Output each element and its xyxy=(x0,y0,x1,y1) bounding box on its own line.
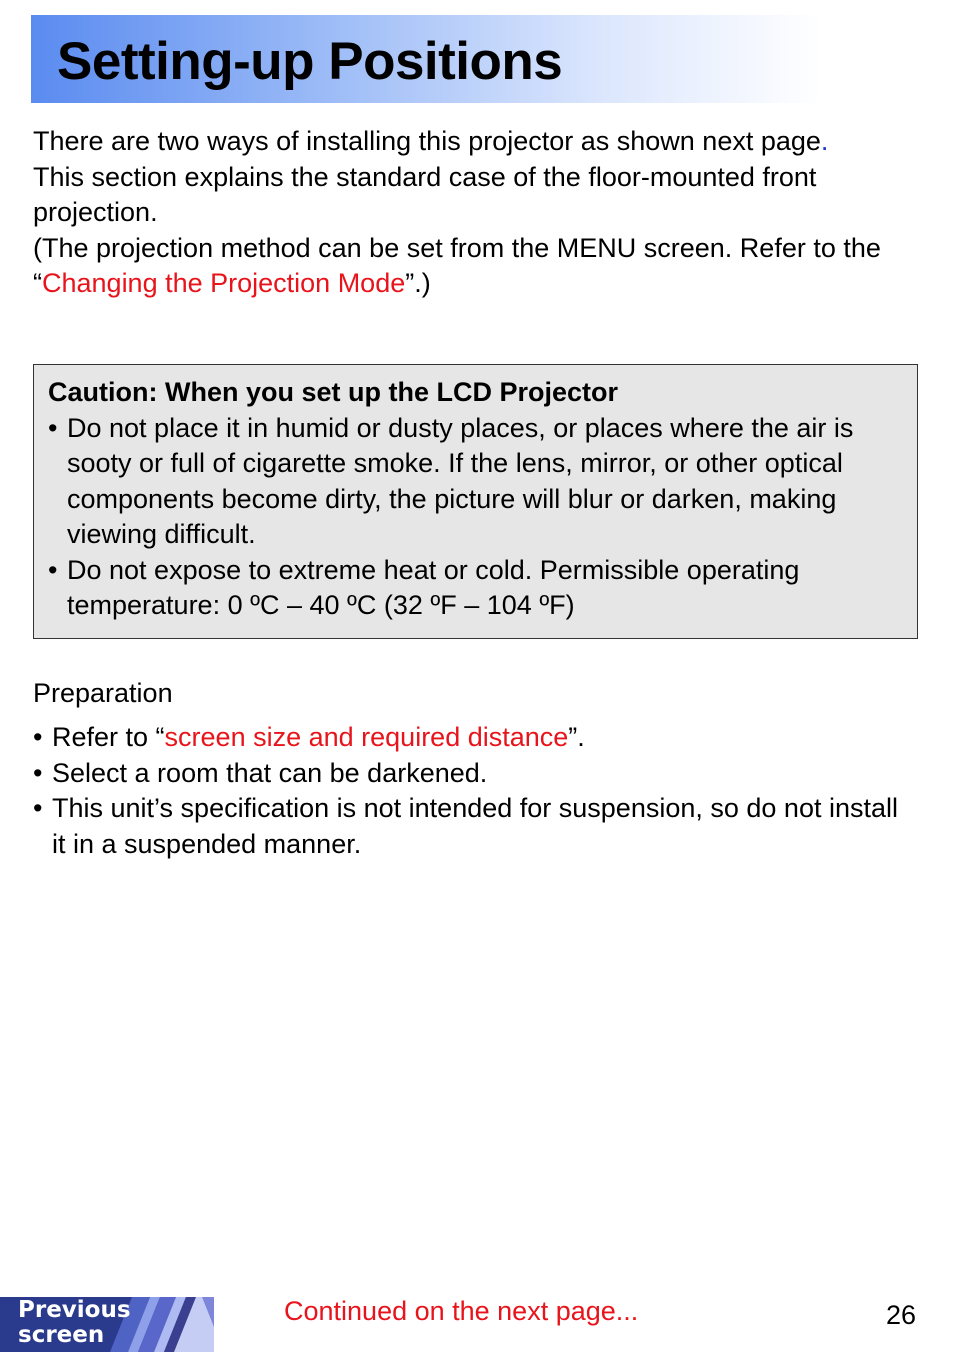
preparation-title: Preparation xyxy=(33,678,173,708)
preparation-item xyxy=(33,791,913,862)
caution-item-text: Do not place it in humid or dusty places, or places where the air is sooty or full of cigarette smoke. If the lens, mirror, or other optical components become dirty, the picture will blur or darken, making viewing difficult. xyxy=(67,412,854,549)
intro-line-1-dot: . xyxy=(820,126,829,156)
caution-item xyxy=(48,553,905,624)
preparation-item xyxy=(33,720,913,756)
preparation-list xyxy=(33,720,913,862)
bullet-mark: • xyxy=(33,722,43,752)
continued-next-page-link[interactable]: Continued on the next page... xyxy=(284,1296,639,1326)
intro-line-2: This section explains the standard case of the floor-mounted front projection. xyxy=(33,161,817,227)
bullet-mark: • xyxy=(48,554,58,585)
previous-screen-button[interactable] xyxy=(0,1297,214,1352)
preparation-item xyxy=(33,756,913,792)
caution-heading: Caution: When you set up the LCD Projector xyxy=(48,377,619,407)
previous-label-line2: screen xyxy=(18,1322,105,1348)
title-bar xyxy=(31,15,821,103)
caution-item xyxy=(48,411,905,553)
bullet-mark: • xyxy=(48,412,58,443)
previous-label-line1: Previous xyxy=(18,1297,131,1323)
intro-text xyxy=(33,124,923,302)
intro-line-3-before: (The projection method can be set from the MENU screen. Refer to the “ xyxy=(33,232,881,298)
intro-line-3-after: ”.) xyxy=(405,268,431,298)
intro-line-1-text: There are two ways of installing this projector as shown next page xyxy=(33,126,821,156)
preparation-item-text xyxy=(52,720,913,756)
page-number: 26 xyxy=(886,1300,917,1330)
preparation-item-text: Select a room that can be darkened. xyxy=(52,757,488,788)
bullet-mark: • xyxy=(33,757,43,788)
caution-box xyxy=(33,364,918,639)
preparation-item-1-before: Refer to “ xyxy=(52,722,165,752)
caution-item-text: Do not expose to extreme heat or cold. Permissible operating temperature: 0 ºC – 40 ºC (32 ºF – 104 ºF) xyxy=(67,554,800,620)
preparation-item-1-after: ”. xyxy=(568,722,585,752)
preparation-item-text: This unit’s specification is not intended for suspension, so do not install it in a suspended manner. xyxy=(52,793,898,859)
bullet-mark: • xyxy=(33,793,43,823)
intro-line-3 xyxy=(33,231,923,302)
page-title: Setting-up Positions xyxy=(57,32,563,91)
link-changing-projection-mode[interactable]: Changing the Projection Mode xyxy=(42,268,406,298)
link-screen-size-distance[interactable]: screen size and required distance xyxy=(164,722,569,752)
previous-screen-label xyxy=(18,1298,131,1348)
intro-line-1 xyxy=(33,124,923,160)
